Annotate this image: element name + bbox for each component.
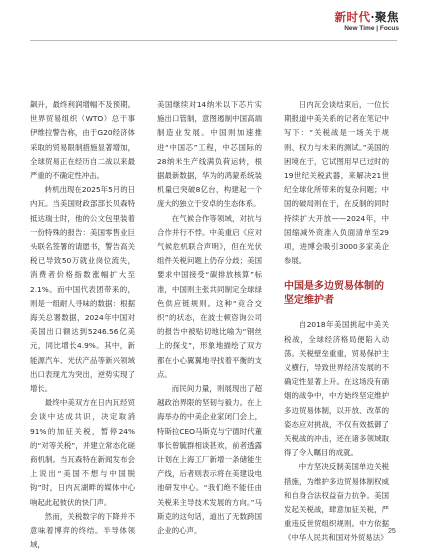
masthead-section: 聚焦	[375, 10, 399, 24]
column-3	[284, 98, 389, 546]
masthead	[334, 10, 399, 32]
masthead-english: New Time | Focus	[344, 25, 399, 32]
paragraph: 日内瓦会谈结束后，一位长期报道中美关系的记者在笔记中写下：“关税战是一场关于规则、权力与未来的测试。”美国的困境在于，它试图用早已过时的19世纪关税武器，来解决21世纪全球化所带来的复杂问题；中国的破局则在于，在反制的同时持续扩大开放——2024年，中国缩减外资准入负面清单至29项，进博会吸引3000多家美企参展。	[284, 100, 389, 266]
paragraph: 美国继续对14纳米以下芯片实施出口管制，意图遏制中国高端制造业发展。中国则加速推进“中国芯”工程，中芯国际的28纳米生产线满负荷运转，根据最新数据，华为的鸿蒙系统装机量已突破8亿台，构建起一个庞大的独立于安卓的生态体系。	[157, 100, 262, 209]
paragraph: 转机出现在2025年5月的日内瓦。当美国财政部部长贝森特抵达瑞士时，他的公文包里装着一份特殊的报告：美国零售业巨头联名签署的请愿书，警告高关税已导致50万就业岗位流失，消费者价格指数涨幅扩大至2.1%。而中国代表团带来的，则是一组耐人寻味的数据：根据海关总署数据，2024年中国对美国出口额达到5246.56亿美元，同比增长4.9%。其中，新能源汽车、光伏产品等新兴领域出口表现尤为突出，逆势实现了增长。	[30, 185, 135, 394]
header-divider	[30, 40, 397, 41]
paragraph: 在气候合作等领域，对抗与合作并行不悖。中美重启《应对气候危机联合声明》，但在光伏组件关税问题上仍存分歧；美国要求中国接受“碳排放核算”标准，中国则主张共同制定全球绿色供应链规则。这种“竞合交织”的状态，在波士顿咨询公司的报告中被贴切地比喻为“钢丝上的探戈”，形象地描绘了双方都在小心翼翼地寻找着平衡的支点。	[157, 213, 262, 379]
paragraph: 然而，关税数字的下降并不意味着博弈的终结。半导体领域，	[30, 511, 135, 550]
page-number: 25	[388, 528, 396, 535]
paragraph: 飙升，最终利润增幅不及预期。世界贸易组织（WTO）总干事伊维拉警告称，由于G20经济体采取的贸易限制措施显著增加，全球贸易正在经历自二战以来最严重的不确定性冲击。	[30, 100, 135, 181]
masthead-separator: ·	[370, 10, 375, 24]
paragraph: 而民间力量，则展现出了超越政治界限的坚韧与毅力。在上海举办的中美企业家闭门会上，特斯拉CEO马斯克与宁德时代董事长曾毓群相谈甚欢，前者透露计划在上海工厂新增一条储能生产线，后者则表示将在美建设电池研发中心。“我们绝不能任由关税来主导技术发展的方向。”马斯克的这句话，道出了无数跨国企业的心声。	[157, 384, 262, 536]
column-2	[157, 98, 262, 538]
masthead-brand: 新时代	[334, 10, 371, 24]
paragraph: 最终中美双方在日内瓦经贸会谈中达成共识，决定取消91%的加征关税，暂停24%的“对等关税”，并建立常态化磋商机制。当瓦森特在新闻发布会上说出“美国不想与中国脱钩”时，日内瓦湖畔的媒体中心响起此起彼伏的快门声。	[30, 398, 135, 507]
section-heading: 中国是多边贸易体制的坚定维护者	[284, 281, 384, 307]
masthead-title	[334, 10, 399, 24]
paragraph: 中方坚决反制美国单边关税措施，为维护多边贸易体制权威和自身合法权益奋力抗争。美国发起关税战，肆意加征关税，严重违反世贸组织规则。中方依据《中华人民共和国对外贸易法》	[284, 462, 389, 543]
paragraph: 自2018年美国挑起中美关税战，全球经济格局便陷入动荡。关税壁垒重重，贸易保护主义横行，导致世界经济发展的不确定性显著上升。在这场没有硝烟的战争中，中方始终坚定维护多边贸易体制，以开放、改革的姿态应对挑战，不仅有效抵御了关税战的冲击，还在诸多领域取得了令人瞩目的成就。	[284, 320, 389, 458]
column-1	[30, 98, 135, 552]
